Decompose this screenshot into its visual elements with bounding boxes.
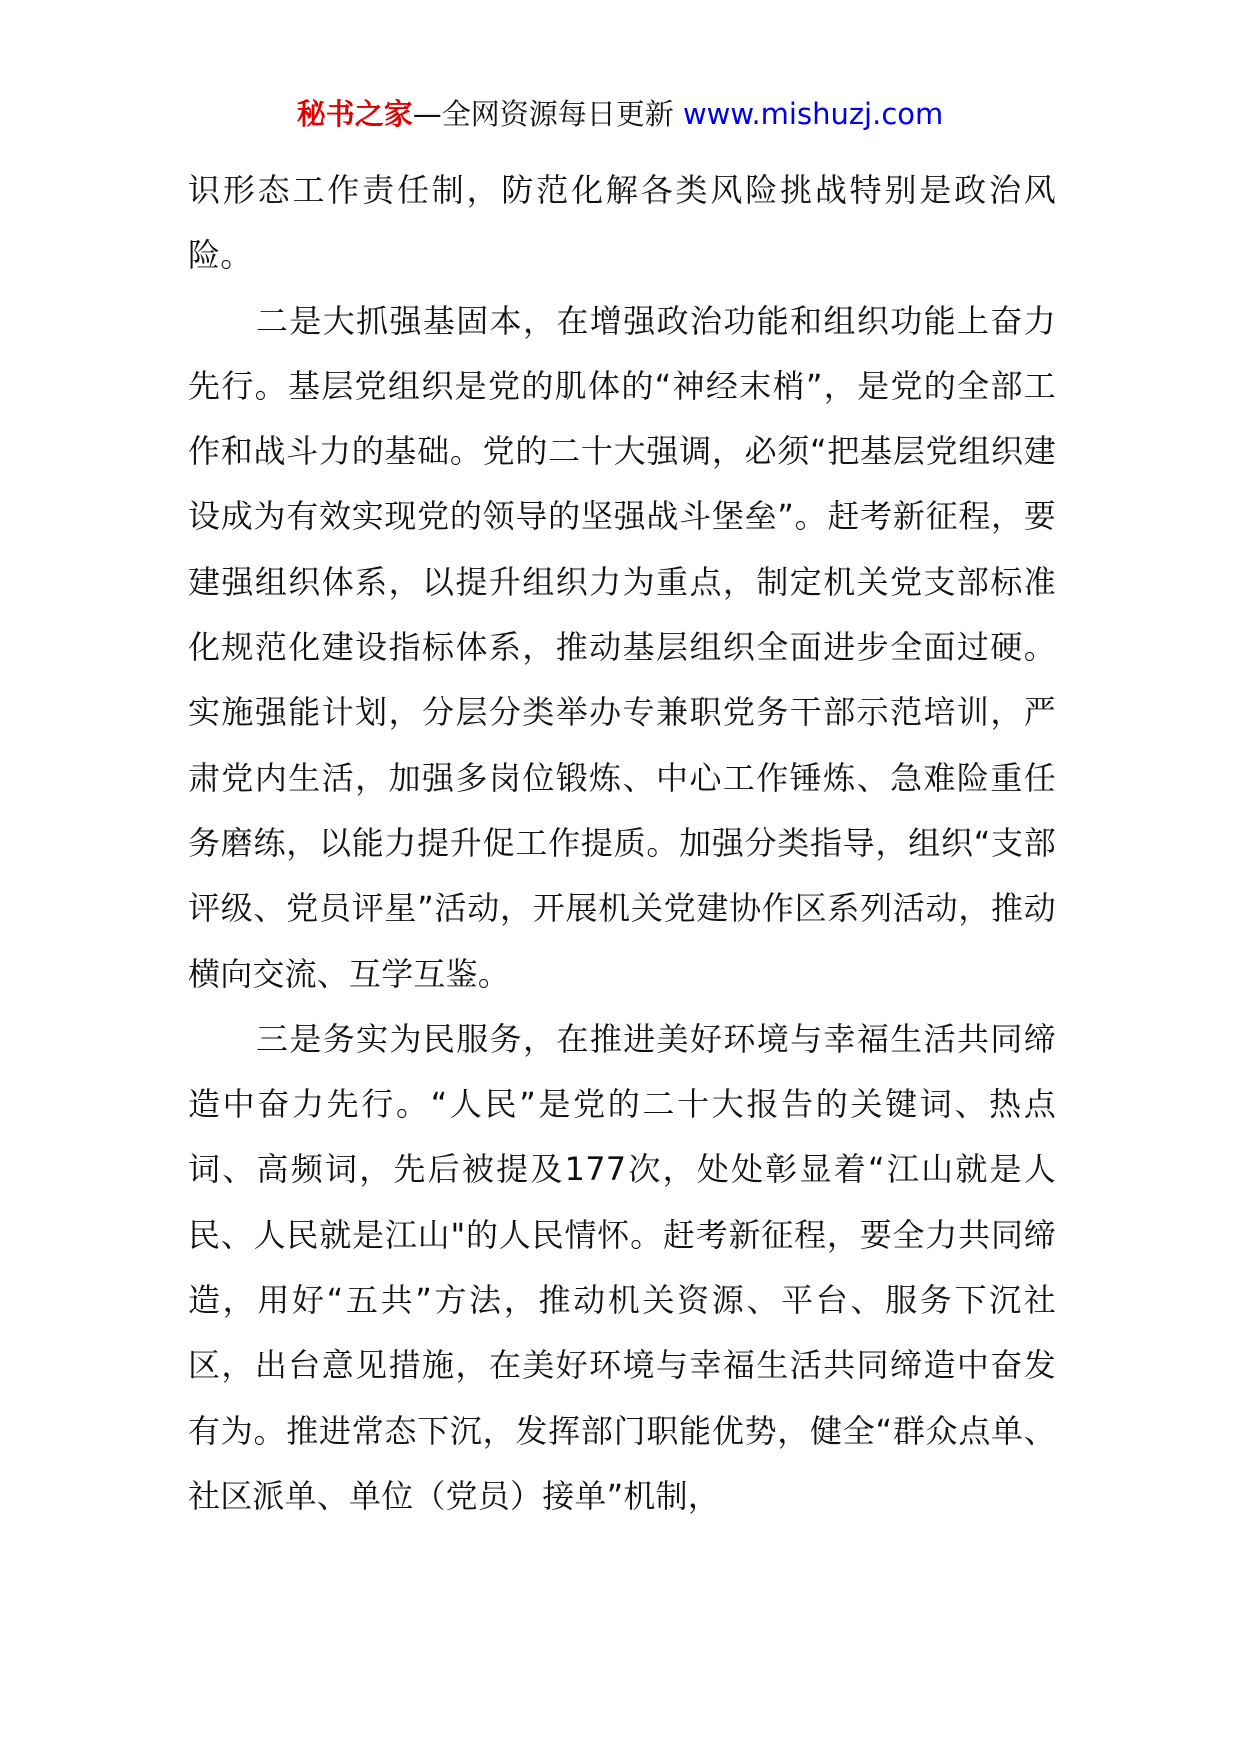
page-header	[0, 94, 1240, 134]
document-body	[188, 158, 1056, 1529]
paragraph-two: 二是大抓强基固本，在增强政治功能和组织功能上奋力先行。基层党组织是党的肌体的“神经末梢”，是党的全部工作和战斗力的基础。党的二十大强调，必须“把基层党组织建设成为有效实现党的领导的坚强战斗堡垒”。赶考新征程，要建强组织体系，以提升组织力为重点，制定机关党支部标准化规范化建设指标体系，推动基层组织全面进步全面过硬。实施强能计划，分层分类举办专兼职党务干部示范培训，严肃党内生活，加强多岗位锻炼、中心工作锤炼、急难险重任务磨练，以能力提升促工作提质。加强分类指导，组织“支部评级、党员评星”活动，开展机关党建协作区系列活动，推动横向交流、互学互鉴。	[188, 301, 1056, 993]
paragraph-three: 三是务实为民服务，在推进美好环境与幸福生活共同缔造中奋力先行。“人民”是党的二十大报告的关键词、热点词、高频词，先后被提及177次，处处彰显着“江山就是人民、人民就是江山"的人民情怀。赶考新征程，要全力共同缔造，用好“五共”方法，推动机关资源、平台、服务下沉社区，出台意见措施，在美好环境与幸福生活共同缔造中奋发有为。推进常态下沉，发挥部门职能优势，健全“群众点单、社区派单、单位（党员）接单”机制，	[188, 1019, 1056, 1515]
site-link[interactable]: www.mishuzj.com	[682, 97, 944, 131]
header-tagline: —全网资源每日更新	[412, 97, 683, 131]
paragraph-continued: 识形态工作责任制，防范化解各类风险挑战特别是政治风险。	[188, 171, 1056, 275]
brand-name: 秘书之家	[296, 97, 413, 131]
